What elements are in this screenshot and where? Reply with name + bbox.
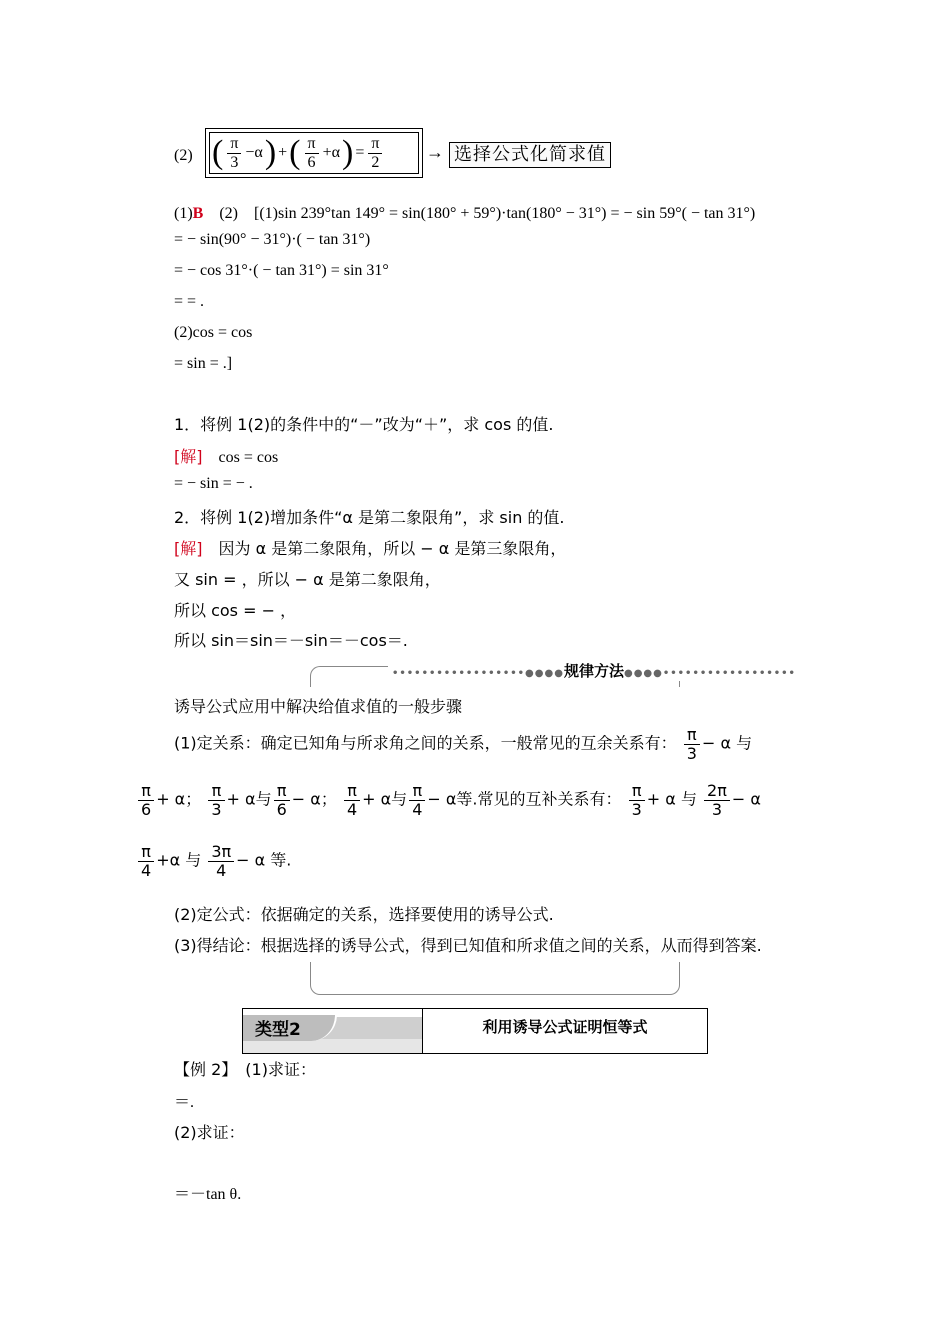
angle-sum-equation [205, 128, 423, 178]
pi-over-2-fraction: $\frac{\pi}{2}$ [368, 135, 382, 171]
method-dots-right: ●●●●•••••••••••••••••• [623, 668, 796, 679]
result-box: 选择公式化简求值 [449, 142, 611, 168]
right-paren: ) [264, 134, 277, 171]
followup-answer-1-line-2: = − sin = − . [174, 475, 253, 492]
solution-tag: [解] [174, 539, 203, 558]
followup-question-1: 1．将例 1(2)的条件中的“－”改为“＋”，求 cos 的值. [174, 415, 554, 434]
method-box-title: ••••••••••••••••••●●●●规律方法●●●●•••••••••••••••••• [388, 660, 800, 681]
type-2-label: 类型2 [255, 1020, 301, 1040]
answer-line-3: = − cos 31°·( − tan 31°) = sin 31° [174, 262, 389, 279]
method-dots-left: ••••••••••••••••••●●●● [392, 668, 564, 679]
followup-question-2: 2．将例 1(2)增加条件“α 是第二象限角”，求 sin 的值. [174, 508, 565, 527]
answer-line-1: (1)B (2) [(1)sin 239°tan 149° = sin(180° + 59°)·tan(180° − 31°) = − sin 59°( − tan 31°) [174, 205, 756, 222]
right-arrow-icon: → [426, 142, 444, 162]
type-2-title: 利用诱导公式证明恒等式 [482, 1018, 648, 1036]
followup-answer-2-line-1: [解] 因为 α 是第二象限角，所以 − α 是第三象限角， [174, 539, 567, 558]
method-step-1: (1)定关系：确定已知角与所求角之间的关系，一般常见的互余关系有： $\frac{\pi}{3}$ − α 与 [174, 725, 753, 763]
example-2-eq-1: ＝. [174, 1094, 195, 1111]
method-step-3: (3)得结论：根据选择的诱导公式，得到已知值和所求值之间的关系，从而得到答案. [174, 936, 762, 955]
type-2-header [242, 1008, 708, 1054]
followup-answer-2-line-2: 又 sin = ，所以 − α 是第二象限角， [174, 570, 441, 589]
plus-sign: + [278, 144, 288, 161]
method-step-1-cont-a: $\frac{\pi}{6}$ + α； $\frac{\pi}{3}$ + α与 $\frac{\pi}{6}$ − α； $\frac{\pi}{4}$ + α与 $\frac{\pi}{4}$ − α等.常见的互补关系有： $\frac{\pi}{3}$ + α 与 $\frac{2\pi}{3}$ − α [136, 782, 761, 818]
method-heading: 诱导公式应用中解决给值求值的一般步骤 [174, 697, 463, 716]
example-tag: 【例 2】 [174, 1060, 230, 1079]
plus-alpha: +α [322, 144, 340, 161]
answer-choice: B [192, 205, 204, 222]
answer-line-6: = sin = .] [174, 355, 233, 372]
answer-line-4: = = . [174, 293, 205, 310]
equals-sign: = [355, 144, 365, 161]
minus-alpha: −α [245, 144, 263, 161]
part2-label: (2) [174, 147, 193, 164]
followup-answer-2-line-4: 所以 sin＝sin＝－sin＝－cos＝. [174, 631, 408, 650]
right-paren: ) [341, 134, 354, 171]
example-2-line-1: 【例 2】 (1)求证： [174, 1060, 316, 1079]
solution-tag: [解] [174, 447, 203, 466]
answer-line-2: = − sin(90° − 31°)·( − tan 31°) [174, 231, 371, 248]
followup-answer-2-line-3: 所以 cos = − ， [174, 601, 297, 620]
left-paren: ( [212, 134, 224, 171]
example-2-eq-2: ＝－tan θ. [174, 1186, 242, 1203]
left-paren: ( [289, 134, 301, 171]
followup-answer-1-line-1: [解] cos = cos [174, 447, 279, 466]
method-step-1-cont-b: $\frac{\pi}{4}$ +α 与 $\frac{3\pi}{4}$ − α 等. [136, 843, 291, 879]
example-2-part-2: (2)求证： [174, 1123, 245, 1142]
answer-line-5: (2)cos = cos [174, 324, 253, 341]
method-box-bottom-border [310, 962, 680, 995]
pi-over-6-fraction: $\frac{\pi}{6}$ [305, 135, 319, 171]
method-step-2: (2)定公式：依据确定的关系，选择要使用的诱导公式. [174, 905, 554, 924]
type-2-label-box [243, 1009, 423, 1053]
pi-over-3-fraction: $\frac{\pi}{3}$ [227, 135, 241, 171]
